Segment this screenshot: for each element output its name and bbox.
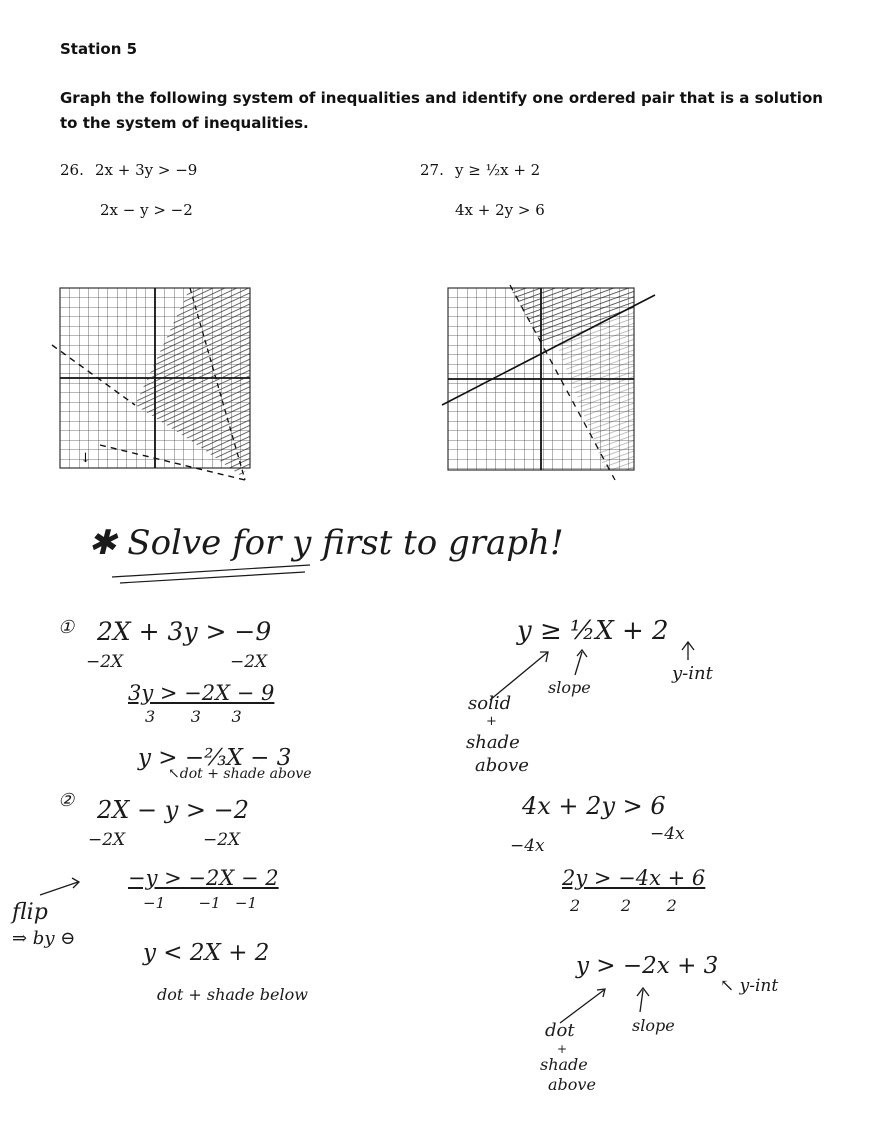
- label-slope: slope: [548, 678, 591, 697]
- work-l4-note: ↖dot + shade above: [168, 766, 312, 782]
- graph-26: [40, 280, 300, 500]
- label-solid: solid: [468, 693, 512, 714]
- label-slope-2: slope: [632, 1016, 675, 1035]
- work-m2a: −2X: [88, 830, 126, 850]
- label-plus-2: +: [557, 1042, 568, 1056]
- problem-27-line2: 4x + 2y > 6: [455, 201, 545, 219]
- label-above-2: above: [548, 1075, 596, 1094]
- work-s1: 4x + 2y > 6: [522, 792, 666, 820]
- label-dot: dot: [545, 1020, 575, 1041]
- label-plus: +: [486, 714, 497, 729]
- work-l2a: −2X: [86, 652, 124, 672]
- work-l3: 3y > −2X − 9: [128, 681, 275, 705]
- work-m2b: −2X: [203, 830, 241, 850]
- work-l3-denominators: 3 3 3: [145, 707, 242, 726]
- work-m3: −y > −2X − 2: [128, 866, 279, 890]
- work-s3-denominators: 2 2 2: [570, 896, 677, 915]
- work-m4: y < 2X + 2: [143, 940, 270, 966]
- step-circle-1: ①: [58, 617, 75, 638]
- problem-27-line1: y ≥ ½x + 2: [455, 161, 541, 179]
- work-l4: y > −⅔X − 3: [138, 745, 292, 771]
- svg-text:↓: ↓: [80, 451, 91, 466]
- work-s3: 2y > −4x + 6: [562, 866, 706, 890]
- work-s4: y > −2x + 3: [576, 953, 719, 979]
- label-above: above: [475, 755, 529, 776]
- graph-27: [430, 280, 690, 500]
- work-s2a: −4x: [510, 836, 545, 856]
- label-shade: shade: [466, 732, 520, 753]
- work-s2b: −4x: [650, 824, 685, 844]
- work-l2b: −2X: [230, 652, 268, 672]
- work-m4-note: dot + shade below: [157, 985, 308, 1004]
- work-r1: y ≥ ½X + 2: [517, 616, 669, 646]
- step-circle-2: ②: [58, 790, 75, 811]
- problem-27-number: 27.: [420, 161, 444, 179]
- tip-note: ✱ Solve for y first to graph!: [88, 523, 564, 563]
- problem-26-line2: 2x − y > −2: [100, 201, 193, 219]
- label-yint-2: ↖ y-int: [720, 976, 779, 996]
- label-shade-2: shade: [540, 1055, 588, 1074]
- work-m1: 2X − y > −2: [97, 796, 250, 824]
- station-title: Station 5: [60, 40, 138, 58]
- problem-26-line1: 2x + 3y > −9: [95, 161, 198, 179]
- flip-note: flip: [12, 900, 48, 925]
- label-yint: y-int: [672, 663, 713, 684]
- instructions: Graph the following system of inequalities and identify one ordered pair that is a solution to the system of inequalities.: [60, 89, 823, 132]
- work-m3-denominators: −1 −1 −1: [143, 894, 258, 912]
- work-l1: 2X + 3y > −9: [97, 617, 272, 646]
- problem-26-number: 26.: [60, 161, 84, 179]
- flip-note-sign: ⇒ by ⊖: [12, 928, 76, 949]
